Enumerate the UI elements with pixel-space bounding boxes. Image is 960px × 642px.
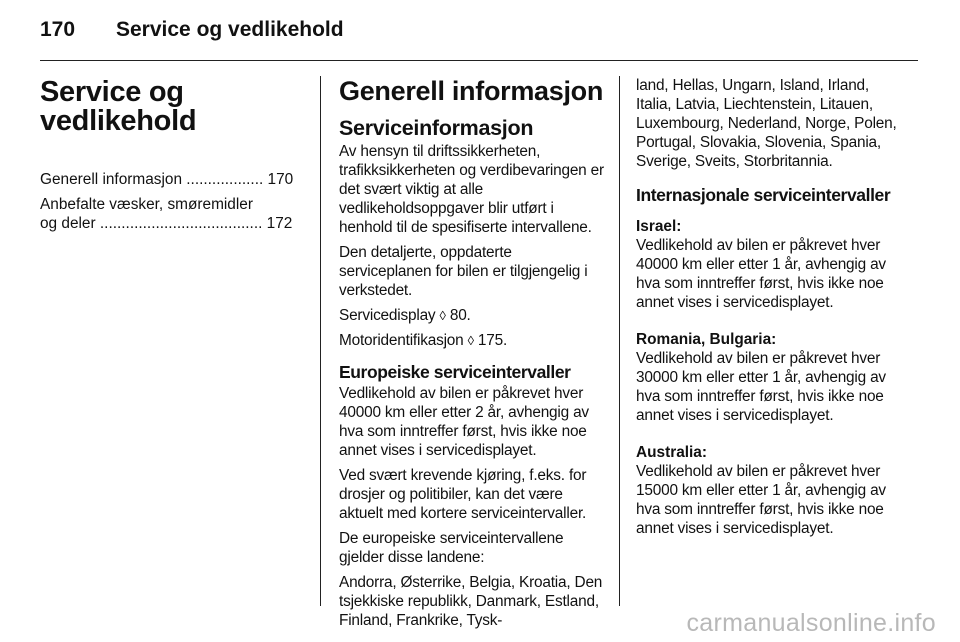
toc-entry-general-info[interactable]: Generell informasjon .................. 170 bbox=[40, 171, 294, 188]
reference-arrow-icon: ◊ bbox=[467, 333, 474, 348]
column-general-info bbox=[339, 76, 605, 636]
paragraph-country-list-start: Andorra, Østerrike, Belgia, Kroatia, Den tsjekkiske republikk, Danmark, Estland, Finland, Frankrike, Tysk- bbox=[339, 574, 603, 629]
paragraph-european-countries-intro: De europeiske serviceintervallene gjelder disse landene: bbox=[339, 530, 564, 566]
label-israel: Israel: bbox=[636, 218, 682, 235]
page-header bbox=[40, 12, 918, 52]
running-title: Service og vedlikehold bbox=[116, 18, 344, 41]
paragraph-israel: Vedlikehold av bilen er påkrevet hver 40000 km eller etter 1 år, avhengig av hva som inntreffer først, hvis ikke noe annet vises i servicedisplayet. bbox=[636, 237, 886, 311]
label-australia: Australia: bbox=[636, 444, 707, 461]
reference-service-display[interactable]: Servicedisplay ◊ 80. bbox=[339, 307, 471, 324]
column-divider bbox=[619, 76, 620, 606]
column-divider bbox=[320, 76, 321, 606]
column-international bbox=[636, 76, 906, 544]
toc-entry-recommended-fluids[interactable]: Anbefalte væsker, smøremidler og deler ...................................... 172 bbox=[40, 196, 293, 232]
watermark: carmanualsonline.info bbox=[686, 609, 936, 637]
paragraph-country-list-end: land, Hellas, Ungarn, Island, Irland, Italia, Latvia, Liechtenstein, Litauen, Luxembourg, Nederland, Norge, Polen, Portugal, Slovakia, Slovenia, Spania, Sverige, Sveits, Storbritannia. bbox=[636, 77, 897, 170]
paragraph-australia: Vedlikehold av bilen er påkrevet hver 15000 km eller etter 1 år, avhengig av hva som inntreffer først, hvis ikke noe annet vises i servicedisplayet. bbox=[636, 463, 886, 537]
paragraph-service-plan: Den detaljerte, oppdaterte serviceplanen for bilen er tilgjengelig i verkstedet. bbox=[339, 244, 588, 299]
column-chapter-toc bbox=[40, 76, 302, 239]
paragraph-european-interval: Vedlikehold av bilen er påkrevet hver 40000 km eller etter 2 år, avhengig av hva som inntreffer først, hvis ikke noe annet vises i servicedisplayet. bbox=[339, 385, 589, 459]
subheading-international-intervals: Internasjonale serviceintervaller bbox=[636, 185, 891, 205]
reference-arrow-icon: ◊ bbox=[439, 308, 446, 323]
section-heading-general-info: Generell informasjon bbox=[339, 76, 604, 106]
paragraph-romania-bulgaria: Vedlikehold av bilen er påkrevet hver 30000 km eller etter 1 år, avhengig av hva som inntreffer først, hvis ikke noe annet vises i servicedisplayet. bbox=[636, 350, 886, 424]
subheading-service-info: Serviceinformasjon bbox=[339, 116, 534, 140]
paragraph-intro: Av hensyn til driftssikkerheten, trafikksikkerheten og verdibevaringen er det svært viktig at alle vedlikeholdsoppgaver blir utført i henhold til de spesifiserte intervallene. bbox=[339, 143, 604, 236]
paragraph-demanding-driving: Ved svært krevende kjøring, f.eks. for drosjer og politibiler, kan det være aktuelt med kortere serviceintervaller. bbox=[339, 467, 587, 522]
subheading-european-intervals: Europeiske serviceintervaller bbox=[339, 362, 571, 382]
page-number: 170 bbox=[40, 18, 76, 41]
header-divider bbox=[40, 60, 918, 61]
reference-engine-id[interactable]: Motoridentifikasjon ◊ 175. bbox=[339, 332, 508, 349]
chapter-title: Service og vedlikehold bbox=[40, 76, 197, 137]
label-romania-bulgaria: Romania, Bulgaria: bbox=[636, 331, 777, 348]
